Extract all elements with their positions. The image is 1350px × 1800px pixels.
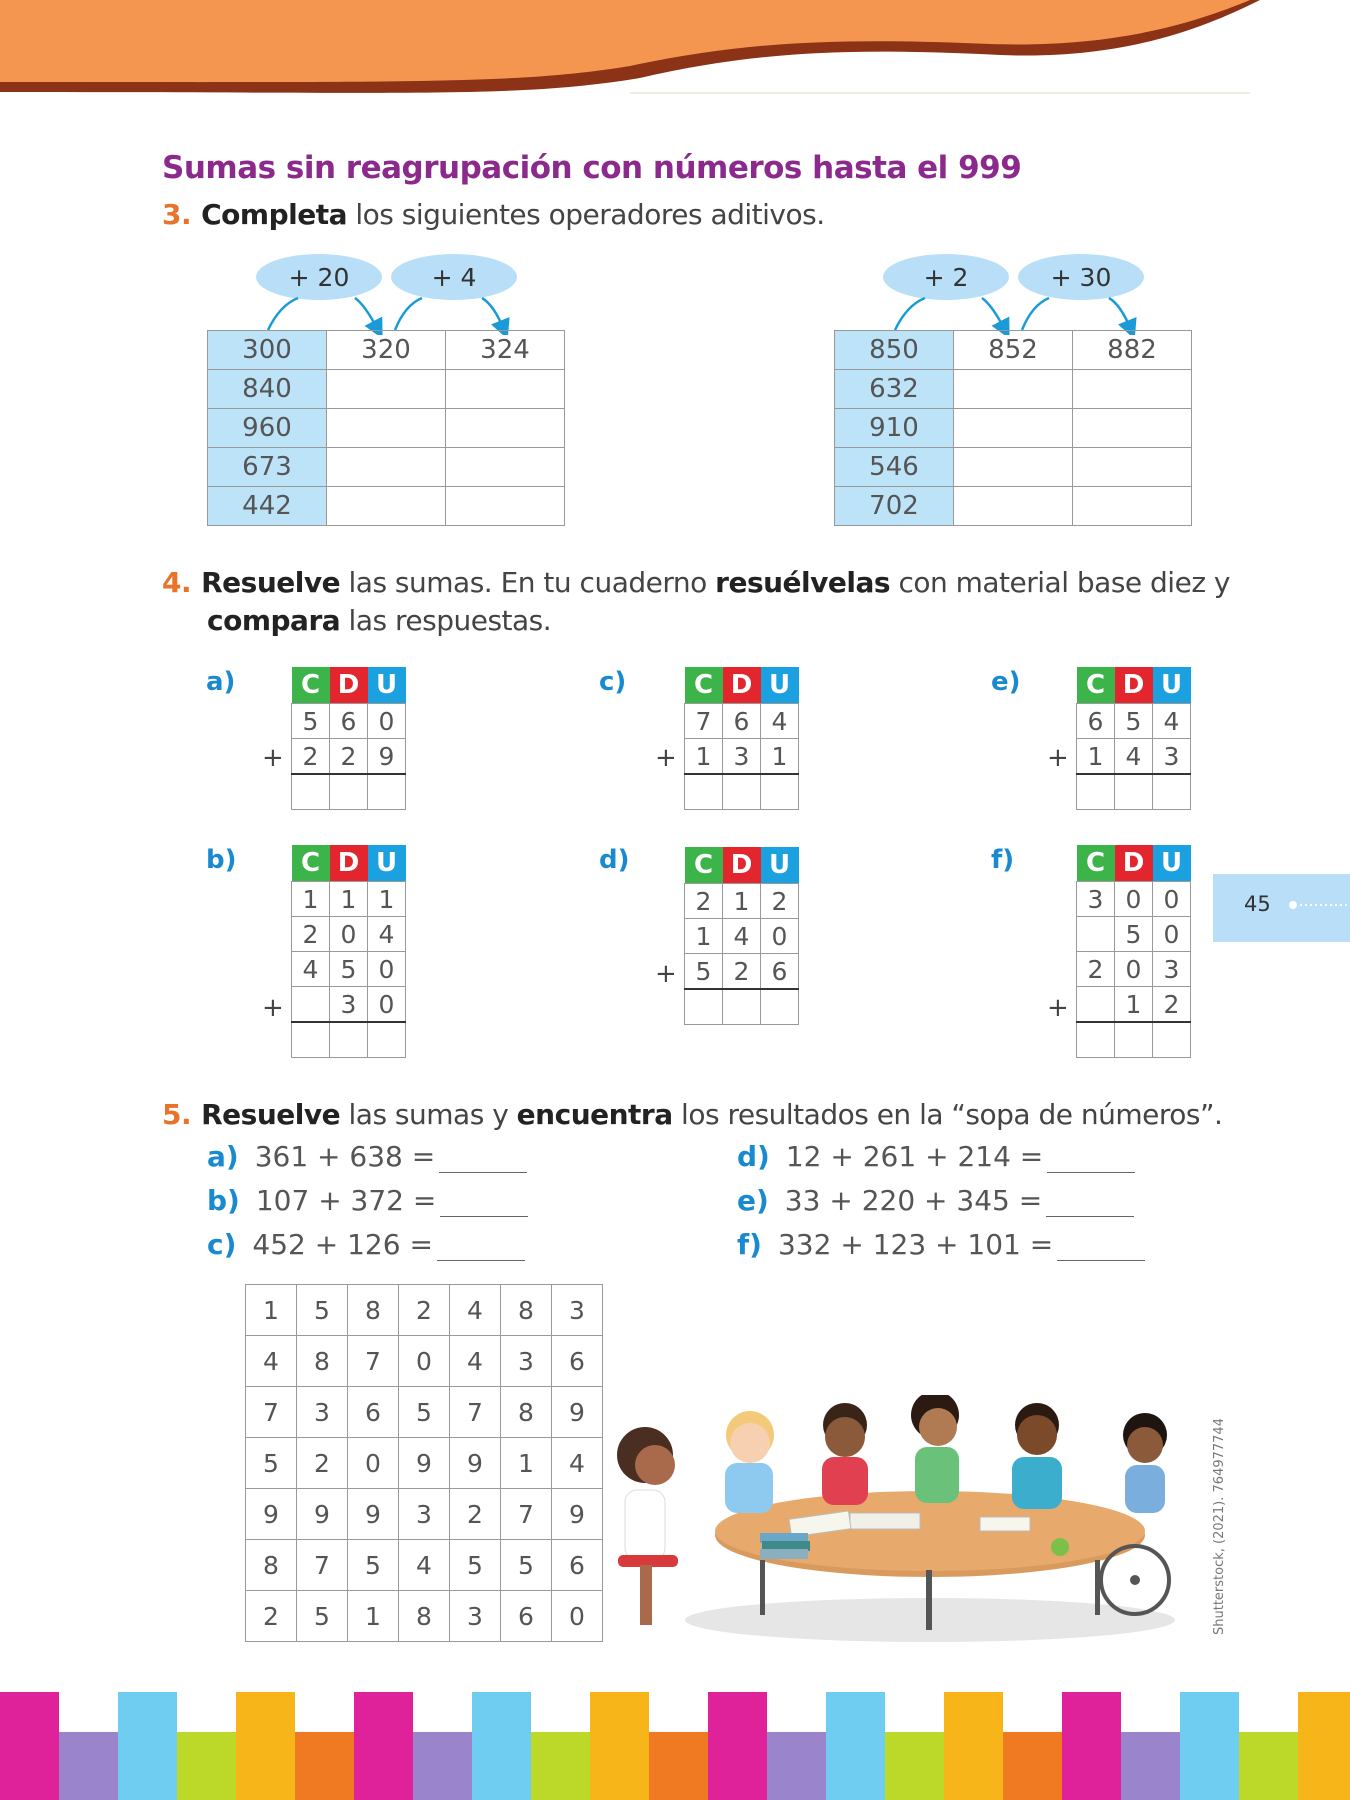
grid-cell[interactable]: 5	[348, 1540, 399, 1591]
place-value-addition-grid	[1047, 845, 1191, 1058]
digit-cell: 2	[1077, 952, 1115, 987]
decorative-stripe	[767, 1732, 826, 1800]
table-cell: 546	[835, 448, 954, 487]
digit-cell: 4	[368, 917, 406, 952]
plus-sign: +	[262, 993, 284, 1023]
place-value-header: U	[368, 845, 406, 882]
grid-cell[interactable]: 3	[297, 1387, 348, 1438]
answer-cell[interactable]	[761, 774, 799, 810]
decorative-stripe	[1121, 1732, 1180, 1800]
place-value-header: C	[292, 845, 330, 882]
place-value-header: D	[330, 667, 368, 704]
grid-cell[interactable]: 0	[552, 1591, 603, 1642]
grid-cell[interactable]: 6	[552, 1336, 603, 1387]
digit-cell: 6	[761, 954, 799, 990]
place-value-header: U	[368, 667, 406, 704]
answer-cell[interactable]	[1073, 409, 1192, 448]
digit-cell: 4	[292, 952, 330, 987]
answer-cell[interactable]	[1077, 774, 1115, 810]
digit-cell: 0	[330, 917, 368, 952]
answer-cell[interactable]	[327, 487, 446, 526]
digit-cell: 4	[723, 919, 761, 954]
equation-expression: 361 + 638 =	[254, 1140, 436, 1173]
image-credit: Shutterstock, (2021). 764977744	[1212, 1418, 1227, 1635]
grid-cell[interactable]: 8	[246, 1540, 297, 1591]
addition-equation	[737, 1228, 1145, 1261]
grid-cell[interactable]: 7	[348, 1336, 399, 1387]
grid-cell[interactable]: 5	[399, 1387, 450, 1438]
equation-expression: 33 + 220 + 345 =	[784, 1184, 1043, 1217]
grid-cell[interactable]: 1	[348, 1591, 399, 1642]
digit-cell: 0	[368, 987, 406, 1023]
grid-cell[interactable]: 7	[246, 1387, 297, 1438]
digit-cell: 3	[1153, 952, 1191, 987]
equation-label: d)	[737, 1140, 770, 1173]
decorative-stripe	[118, 1692, 177, 1800]
instruction-verb: Resuelve	[201, 1098, 341, 1131]
place-value-header: U	[1153, 845, 1191, 882]
grid-row	[246, 1489, 603, 1540]
grid-cell[interactable]: 0	[348, 1438, 399, 1489]
equation-expression: 107 + 372 =	[255, 1184, 437, 1217]
digit-cell	[292, 987, 330, 1023]
equation-expression: 332 + 123 + 101 =	[777, 1228, 1054, 1261]
operators-table-left	[207, 330, 565, 526]
operator-oval: + 20	[256, 254, 382, 300]
problem-label: f)	[991, 845, 1015, 875]
table-cell: 882	[1073, 331, 1192, 370]
answer-cell[interactable]	[954, 487, 1073, 526]
digit-cell	[1077, 987, 1115, 1023]
answer-cell[interactable]	[723, 989, 761, 1025]
exercise-4-instruction-line2	[207, 604, 551, 637]
instruction-text: las respuestas.	[340, 604, 552, 637]
table-cell: 320	[327, 331, 446, 370]
plus-sign: +	[1047, 993, 1069, 1023]
grid-cell[interactable]: 2	[399, 1285, 450, 1336]
exercise-4-instruction	[162, 566, 1230, 599]
digit-cell: 5	[685, 954, 723, 990]
table-cell: 632	[835, 370, 954, 409]
grid-cell[interactable]: 4	[399, 1540, 450, 1591]
digit-cell: 1	[292, 882, 330, 917]
digit-cell: 2	[723, 954, 761, 990]
grid-cell[interactable]: 2	[297, 1438, 348, 1489]
decorative-stripe	[0, 1692, 59, 1800]
decorative-stripe	[708, 1692, 767, 1800]
answer-cell[interactable]	[368, 1022, 406, 1058]
answer-cell[interactable]	[446, 370, 565, 409]
digit-cell: 7	[685, 704, 723, 739]
place-value-header: C	[292, 667, 330, 704]
digit-cell: 3	[1077, 882, 1115, 917]
decorative-stripe	[885, 1732, 944, 1800]
equation-label: e)	[737, 1184, 769, 1217]
place-value-header: D	[723, 667, 761, 704]
answer-cell[interactable]	[330, 1022, 368, 1058]
answer-cell[interactable]	[446, 448, 565, 487]
decorative-stripe	[590, 1692, 649, 1800]
answer-cell[interactable]	[954, 370, 1073, 409]
digit-cell: 9	[368, 739, 406, 775]
digit-cell: 0	[1153, 882, 1191, 917]
instruction-verb: compara	[207, 604, 341, 637]
place-value-addition-grid	[262, 845, 406, 1058]
table-cell: 910	[835, 409, 954, 448]
digit-cell: 2	[685, 884, 723, 919]
instruction-text: las sumas y	[340, 1098, 517, 1131]
page-tab-dots	[1288, 899, 1350, 911]
digit-cell: 5	[330, 952, 368, 987]
place-value-header: D	[723, 847, 761, 884]
operator-oval: + 30	[1018, 254, 1144, 300]
table-cell: 702	[835, 487, 954, 526]
place-value-header: C	[1077, 845, 1115, 882]
plus-sign: +	[655, 743, 677, 773]
decorative-stripe	[59, 1732, 118, 1800]
grid-cell[interactable]: 7	[501, 1489, 552, 1540]
grid-cell[interactable]: 9	[552, 1387, 603, 1438]
equation-label: b)	[207, 1184, 240, 1217]
decorative-stripe	[1239, 1732, 1298, 1800]
grid-cell[interactable]: 6	[501, 1591, 552, 1642]
problem-label: c)	[599, 667, 627, 697]
digit-cell: 0	[1115, 952, 1153, 987]
exercise-number: 3.	[162, 198, 192, 231]
digit-cell: 0	[1115, 882, 1153, 917]
answer-cell[interactable]	[685, 774, 723, 810]
table-row	[835, 331, 1192, 370]
grid-cell[interactable]: 5	[297, 1285, 348, 1336]
digit-cell: 3	[723, 739, 761, 775]
answer-cell[interactable]	[954, 409, 1073, 448]
answer-cell[interactable]	[1115, 774, 1153, 810]
instruction-text: los resultados en la “sopa de números”.	[672, 1098, 1223, 1131]
digit-cell: 2	[761, 884, 799, 919]
digit-cell: 3	[330, 987, 368, 1023]
digit-cell: 1	[723, 884, 761, 919]
table-cell: 840	[208, 370, 327, 409]
answer-cell[interactable]	[723, 774, 761, 810]
grid-cell[interactable]: 2	[246, 1591, 297, 1642]
addition-equation	[207, 1228, 525, 1261]
grid-cell[interactable]: 3	[450, 1591, 501, 1642]
grid-cell[interactable]: 6	[552, 1540, 603, 1591]
table-cell: 324	[446, 331, 565, 370]
table-row	[208, 331, 565, 370]
digit-cell: 1	[685, 919, 723, 954]
table-cell: 300	[208, 331, 327, 370]
addition-equation	[737, 1184, 1134, 1217]
grid-cell[interactable]: 1	[246, 1285, 297, 1336]
digit-cell: 6	[723, 704, 761, 739]
place-value-header: D	[1115, 667, 1153, 704]
grid-cell[interactable]: 9	[246, 1489, 297, 1540]
equation-expression: 12 + 261 + 214 =	[785, 1140, 1044, 1173]
answer-cell[interactable]	[327, 370, 446, 409]
bottom-stripe-border	[0, 1692, 1350, 1800]
plus-sign: +	[262, 743, 284, 773]
decorative-stripe	[295, 1732, 354, 1800]
answer-blank[interactable]	[439, 1146, 527, 1173]
equation-label: c)	[207, 1228, 237, 1261]
answer-cell[interactable]	[1077, 1022, 1115, 1058]
answer-cell[interactable]	[1073, 370, 1192, 409]
instruction-verb: resuélvelas	[715, 566, 891, 599]
digit-cell: 1	[685, 739, 723, 775]
grid-cell[interactable]: 4	[246, 1336, 297, 1387]
digit-cell: 1	[761, 739, 799, 775]
table-row	[208, 409, 565, 448]
grid-cell[interactable]: 4	[450, 1336, 501, 1387]
instruction-verb: encuentra	[516, 1098, 673, 1131]
decorative-stripe	[236, 1692, 295, 1800]
children-reading-illustration	[600, 1395, 1210, 1650]
digit-cell: 2	[292, 917, 330, 952]
answer-cell[interactable]	[292, 774, 330, 810]
answer-blank[interactable]	[1047, 1146, 1135, 1173]
grid-cell[interactable]: 6	[348, 1387, 399, 1438]
grid-row	[246, 1540, 603, 1591]
digit-cell: 2	[330, 739, 368, 775]
digit-cell: 1	[368, 882, 406, 917]
table-cell: 673	[208, 448, 327, 487]
place-value-header: U	[761, 667, 799, 704]
page-number: 45	[1244, 892, 1271, 916]
digit-cell: 5	[1115, 917, 1153, 952]
grid-cell[interactable]: 5	[246, 1438, 297, 1489]
digit-cell: 1	[1077, 739, 1115, 775]
section-title: Sumas sin reagrupación con números hasta el 999	[162, 150, 1022, 186]
equation-label: f)	[737, 1228, 762, 1261]
decorative-stripe	[354, 1692, 413, 1800]
grid-cell[interactable]: 1	[501, 1438, 552, 1489]
place-value-addition-grid	[655, 667, 799, 810]
grid-cell[interactable]: 8	[399, 1591, 450, 1642]
grid-cell[interactable]: 7	[450, 1387, 501, 1438]
grid-cell[interactable]: 2	[450, 1489, 501, 1540]
grid-cell[interactable]: 4	[450, 1285, 501, 1336]
table-row	[835, 409, 1192, 448]
digit-cell: 0	[761, 919, 799, 954]
table-cell: 850	[835, 331, 954, 370]
addition-equation	[207, 1184, 528, 1217]
grid-cell[interactable]: 9	[348, 1489, 399, 1540]
grid-row	[246, 1438, 603, 1489]
grid-cell[interactable]: 3	[552, 1285, 603, 1336]
answer-cell[interactable]	[1073, 487, 1192, 526]
grid-cell[interactable]: 9	[297, 1489, 348, 1540]
answer-cell[interactable]	[761, 989, 799, 1025]
place-value-addition-grid	[1047, 667, 1191, 810]
grid-cell[interactable]: 8	[297, 1336, 348, 1387]
table-row	[208, 448, 565, 487]
exercise-5-instruction	[162, 1098, 1222, 1131]
place-value-header: D	[1115, 845, 1153, 882]
grid-cell[interactable]: 8	[348, 1285, 399, 1336]
grid-cell[interactable]: 9	[552, 1489, 603, 1540]
answer-cell[interactable]	[954, 448, 1073, 487]
plus-sign: +	[1047, 743, 1069, 773]
answer-cell[interactable]	[446, 409, 565, 448]
table-row	[835, 487, 1192, 526]
answer-cell[interactable]	[327, 448, 446, 487]
digit-cell: 0	[368, 704, 406, 739]
answer-cell[interactable]	[446, 487, 565, 526]
digit-cell: 4	[761, 704, 799, 739]
grid-cell[interactable]: 5	[501, 1540, 552, 1591]
decorative-stripe	[1298, 1692, 1350, 1800]
decorative-stripe	[472, 1692, 531, 1800]
answer-blank[interactable]	[1046, 1190, 1134, 1217]
decorative-stripe	[413, 1732, 472, 1800]
grid-cell[interactable]: 9	[450, 1438, 501, 1489]
operator-arrows	[877, 290, 1157, 335]
exercise-3-instruction	[162, 198, 825, 231]
digit-cell: 1	[1115, 987, 1153, 1023]
problem-label: a)	[206, 667, 236, 697]
digit-cell: 2	[1153, 987, 1191, 1023]
number-search-grid	[245, 1284, 603, 1642]
digit-cell: 0	[1153, 917, 1191, 952]
table-row	[835, 448, 1192, 487]
answer-cell[interactable]	[1153, 774, 1191, 810]
operators-table-right	[834, 330, 1192, 526]
place-value-header: C	[1077, 667, 1115, 704]
operator-oval: + 4	[391, 254, 517, 300]
addition-equation	[207, 1140, 527, 1173]
answer-cell[interactable]	[292, 1022, 330, 1058]
grid-cell[interactable]: 8	[501, 1285, 552, 1336]
digit-cell: 2	[292, 739, 330, 775]
table-row	[208, 370, 565, 409]
grid-row	[246, 1591, 603, 1642]
operator-oval: + 2	[883, 254, 1009, 300]
equation-label: a)	[207, 1140, 239, 1173]
decorative-stripe	[531, 1732, 590, 1800]
instruction-text: con material base diez y	[890, 566, 1230, 599]
grid-cell[interactable]: 9	[399, 1438, 450, 1489]
exercise-number: 4.	[162, 566, 192, 599]
place-value-header: D	[330, 845, 368, 882]
digit-cell: 6	[330, 704, 368, 739]
answer-cell[interactable]	[327, 409, 446, 448]
equation-expression: 452 + 126 =	[252, 1228, 433, 1261]
grid-cell[interactable]: 4	[552, 1438, 603, 1489]
digit-cell: 1	[330, 882, 368, 917]
operator-arrows	[250, 290, 530, 335]
grid-row	[246, 1387, 603, 1438]
grid-cell[interactable]: 3	[399, 1489, 450, 1540]
answer-blank[interactable]	[440, 1190, 528, 1217]
instruction-text: las sumas. En tu cuaderno	[340, 566, 716, 599]
decorative-stripe	[177, 1732, 236, 1800]
grid-cell[interactable]: 5	[450, 1540, 501, 1591]
place-value-header: U	[761, 847, 799, 884]
addition-equation	[737, 1140, 1135, 1173]
digit-cell: 4	[1153, 704, 1191, 739]
grid-cell[interactable]: 0	[399, 1336, 450, 1387]
decorative-stripe	[649, 1732, 708, 1800]
decorative-stripe	[1062, 1692, 1121, 1800]
table-cell: 442	[208, 487, 327, 526]
grid-row	[246, 1336, 603, 1387]
decorative-stripe	[826, 1692, 885, 1800]
plus-sign: +	[655, 959, 677, 989]
problem-label: d)	[599, 845, 630, 875]
exercise-number: 5.	[162, 1098, 192, 1131]
table-row	[835, 370, 1192, 409]
answer-blank[interactable]	[437, 1234, 525, 1261]
digit-cell: 3	[1153, 739, 1191, 775]
grid-cell[interactable]: 3	[501, 1336, 552, 1387]
place-value-header: C	[685, 667, 723, 704]
place-value-addition-grid	[655, 847, 799, 1025]
table-cell: 960	[208, 409, 327, 448]
answer-cell[interactable]	[685, 989, 723, 1025]
instruction-verb: Resuelve	[201, 566, 341, 599]
grid-cell[interactable]: 8	[501, 1387, 552, 1438]
header-banner	[0, 0, 1350, 100]
decorative-stripe	[1180, 1692, 1239, 1800]
answer-cell[interactable]	[330, 774, 368, 810]
place-value-header: C	[685, 847, 723, 884]
table-cell: 852	[954, 331, 1073, 370]
place-value-header: U	[1153, 667, 1191, 704]
answer-cell[interactable]	[1115, 1022, 1153, 1058]
answer-blank[interactable]	[1057, 1234, 1145, 1261]
grid-cell[interactable]: 7	[297, 1540, 348, 1591]
place-value-addition-grid	[262, 667, 406, 810]
digit-cell: 4	[1115, 739, 1153, 775]
digit-cell	[1077, 917, 1115, 952]
digit-cell: 0	[368, 952, 406, 987]
digit-cell: 6	[1077, 704, 1115, 739]
answer-cell[interactable]	[1073, 448, 1192, 487]
digit-cell: 5	[292, 704, 330, 739]
answer-cell[interactable]	[368, 774, 406, 810]
instruction-verb: Completa	[201, 198, 347, 231]
instruction-text: los siguientes operadores aditivos.	[347, 198, 825, 231]
grid-cell[interactable]: 5	[297, 1591, 348, 1642]
problem-label: e)	[991, 667, 1021, 697]
decorative-stripe	[1003, 1732, 1062, 1800]
answer-cell[interactable]	[1153, 1022, 1191, 1058]
problem-label: b)	[206, 845, 237, 875]
table-row	[208, 487, 565, 526]
decorative-stripe	[944, 1692, 1003, 1800]
grid-row	[246, 1285, 603, 1336]
digit-cell: 5	[1115, 704, 1153, 739]
